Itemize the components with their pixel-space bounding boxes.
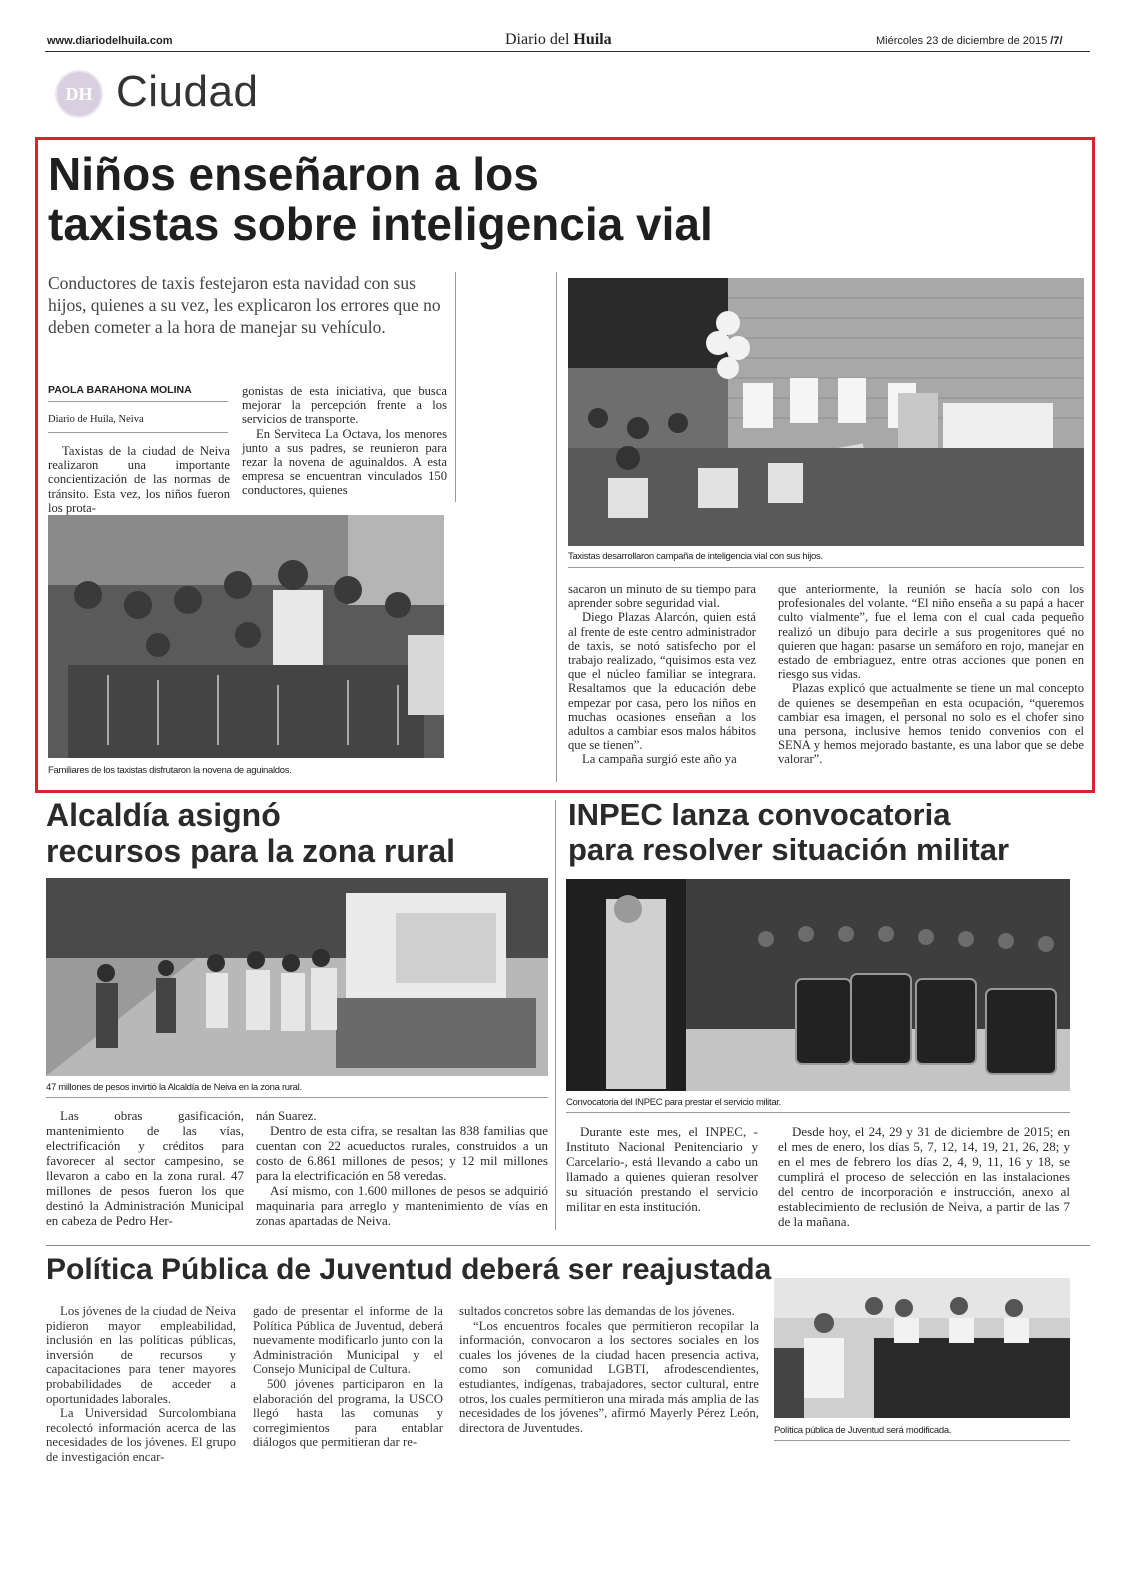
article4-col2 xyxy=(253,1304,443,1450)
article3-col1 xyxy=(566,1124,758,1214)
article1-col3-p3: La campaña surgió este año ya xyxy=(582,752,737,767)
article1-headline-line2: taxistas sobre inteligencia vial xyxy=(48,197,713,250)
masthead-prefix: Diario del xyxy=(505,31,574,48)
article4-col3-p2: “Los encuentros focales que permitieron recopilar la información, convocaron a los sectores sociales en los cuales los jóvenes de la ciudad hacen presencia activa, como son comunidad LGBTI, afrodescendientes, estudiantes, indígenas, trabajadores, sector cultural, entre otros, los cuales permitieron una mirada más amplia de las necesidades de los jóvenes”, afirmó Mayerly Pérez León, directora de Juventudes. xyxy=(459,1318,759,1435)
article2-col1-text: Las obras gasificación, mantenimiento de las vías, electrificación y créditos para favorecer al sector campesino, se llevaron a cabo en la zona rural. 47 millones de pesos fueron los que destinó la Administración Municipal en cabeza de Pedro Her- xyxy=(46,1108,244,1228)
article2-col2 xyxy=(256,1108,548,1228)
masthead-bold: Huila xyxy=(573,31,612,48)
dh-logo-icon: DH xyxy=(57,72,101,116)
column-divider xyxy=(556,272,557,782)
column-divider xyxy=(455,272,456,502)
article1-col3-p1: sacaron un minuto de su tiempo para aprender sobre seguridad vial. xyxy=(568,582,756,611)
page-number: /7/ xyxy=(1050,35,1063,47)
article2-col2-p1: Dentro de esta cifra, se resaltan las 838 familias que cuentan con 22 acueductos rurales, construidos a un costo de 6.861 millones de pesos; y 12 mil millones para la electrificación en 58 veredas. xyxy=(256,1123,548,1183)
issue-date xyxy=(876,35,1063,47)
article1-col3-p2: Diego Plazas Alarcón, quien está al frente de este centro administrador de taxis, se notó satisfecho por el trabajo realizado, “quisimos esta vez que el núcleo familiar se integrara. Resaltamos que la educación debe empezar por casa, pero los niños en muchas ocasiones enseñan a los adultos a cambiar esos malos hábitos que se tienen”. xyxy=(568,610,756,753)
site-url: www.diariodelhuila.com xyxy=(47,35,173,47)
article2-col2-p2: Así mismo, con 1.600 millones de pesos se adquirió maquinaria para arreglo y mantenimiento de vías en zonas apartadas de Neiva. xyxy=(256,1183,548,1228)
photo-taxi-event-image xyxy=(568,278,1084,546)
article4-col1-p1: Los jóvenes de la ciudad de Neiva pidieron mayor empleabilidad, inclusión en las políticas públicas, inversión de recursos y capacitaciones para tener mayores probabilidades de acceder a oportunidades laborales. xyxy=(46,1304,236,1406)
article1-headline xyxy=(48,150,713,249)
photo-road-works xyxy=(46,878,548,1076)
article1-col3 xyxy=(568,582,756,767)
article4-col1 xyxy=(46,1304,236,1465)
article3-headline xyxy=(568,798,1009,867)
article2-caption: 47 millones de pesos invirtió la Alcaldía de Neiva en la zona rural. xyxy=(46,1082,302,1093)
photo-youth-meeting-image xyxy=(774,1278,1070,1418)
caption-rule xyxy=(774,1440,1070,1441)
photo-youth-meeting xyxy=(774,1278,1070,1418)
caption-rule xyxy=(568,567,1084,568)
byline-rule xyxy=(48,432,228,433)
article1-dateline: Diario de Huila, Neiva xyxy=(48,414,144,425)
section-title: Ciudad xyxy=(116,67,259,116)
article1-headline-line1: Niños enseñaron a los xyxy=(48,148,539,200)
article4-col3-p1: sultados concretos sobre las demandas de los jóvenes. xyxy=(459,1304,735,1318)
article1-col2-p1: gonistas de esta iniciativa, que busca mejorar la percepción frente a los servicios de transporte. xyxy=(242,384,447,427)
article2-headline-line1: Alcaldía asignó xyxy=(46,797,281,833)
article1-col4-p1: que anteriormente, la reunión se hacía solo con los profesionales del volante. “El niño enseña a su papá a hacer culto vialmente”, fue el lema con el cual cada pequeño realizó un dibujo para decirle a sus progenitores qué no quieren que hagan: pasarse un semáforo en rojo, manejar en estado de embriaguez, entre otras acciones que ponen en riesgo sus vidas. xyxy=(778,582,1084,682)
photo-audience xyxy=(48,515,444,758)
article1-col1 xyxy=(48,444,230,515)
article1-byline: PAOLA BARAHONA MOLINA xyxy=(48,384,192,396)
article1-col2 xyxy=(242,384,447,498)
article2-headline xyxy=(46,798,455,870)
column-divider xyxy=(555,800,556,1230)
article4-col3 xyxy=(459,1304,759,1435)
article3-headline-line1: INPEC lanza convocatoria xyxy=(568,797,951,832)
article4-col2-p2: 500 jóvenes participaron en la elaboración del programa, la USCO llegó hasta las comunas y corregimientos para entablar diálogos que permitieran dar re- xyxy=(253,1376,443,1450)
article2-col2-p0: nán Suarez. xyxy=(256,1108,317,1123)
article3-headline-line2: para resolver situación militar xyxy=(568,831,1010,867)
article3-col2-text: Desde hoy, el 24, 29 y 31 de diciembre de 2015; en el mes de enero, los días 5, 7, 12, 14, 19, 21, 26, 28; y en el mes de febrero los días 2, 4, 9, 11, 16 y 18, se cumplirá el proceso de selección en las instalaciones del centro de incorporación e instrucción, anexo al establecimiento de reclusión de Neiva, a partir de las 7 de la mañana. xyxy=(778,1124,1070,1229)
article2-headline-line2: recursos para la zona rural xyxy=(46,832,456,869)
article1-caption-left: Familiares de los taxistas disfrutaron la novena de aguinaldos. xyxy=(48,765,292,776)
article1-col1-text: Taxistas de la ciudad de Neiva realizaron una importante concientización de las normas de tránsito. Esta vez, los niños fueron los prota- xyxy=(48,444,230,515)
article1-col4 xyxy=(778,582,1084,767)
photo-audience-image xyxy=(48,515,444,758)
article1-col2-p2: En Serviteca La Octava, los menores junto a sus padres, se reunieron para rezar la novena de aguinaldos. A esta empresa se encuentran vinculados 150 conductores, quienes xyxy=(242,426,447,498)
section-rule xyxy=(46,1245,1090,1246)
article3-caption: Convocatoria del INPEC para prestar el servicio militar. xyxy=(566,1097,781,1108)
article2-col1 xyxy=(46,1108,244,1228)
article1-col4-p2: Plazas explicó que actualmente se tiene un mal concepto de quienes se desempeñan en esta ocupación, “queremos cambiar esa imagen, el personal no solo es el chofer sino una persona, inclusive hemos tenido convenios con el SENA y hemos mejorado bastante, es una labor que se debe valorar”. xyxy=(778,681,1084,767)
photo-taxi-event xyxy=(568,278,1084,546)
article4-col2-p1: gado de presentar el informe de la Política Pública de Juventud, deberá nuevamente modificarlo junto con la Administración Municipal y el Consejo Municipal de Cultura. xyxy=(253,1304,443,1377)
photo-inpec-formation xyxy=(566,879,1070,1091)
article4-headline: Política Pública de Juventud deberá ser reajustada xyxy=(46,1253,772,1286)
masthead xyxy=(505,31,612,49)
photo-road-works-image xyxy=(46,878,548,1076)
article4-caption: Política pública de Juventud será modificada. xyxy=(774,1425,952,1436)
article4-col1-p2: La Universidad Surcolombiana recolectó información acerca de las necesidades de los jóvenes. El grupo de investigación encar- xyxy=(46,1406,236,1464)
caption-rule xyxy=(566,1112,1070,1113)
photo-inpec-formation-image xyxy=(566,879,1070,1091)
header-rule xyxy=(45,51,1090,52)
byline-rule xyxy=(48,401,228,402)
article1-lede: Conductores de taxis festejaron esta navidad con sus hijos, quienes a su vez, les explicaron los errores que no deben cometer a la hora de manejar su vehículo. xyxy=(48,273,441,337)
article1-caption-right: Taxistas desarrollaron campaña de inteligencia vial con sus hijos. xyxy=(568,551,823,562)
article3-col1-text: Durante este mes, el INPEC, -Instituto Nacional Penitenciario y Carcelario-, está llevando a cabo un llamado a quienes quieran resolver su situación prestando el servicio militar en esta institución. xyxy=(566,1124,758,1214)
caption-rule xyxy=(46,1097,548,1098)
issue-date-text: Miércoles 23 de diciembre de 2015 xyxy=(876,35,1048,47)
article3-col2 xyxy=(778,1124,1070,1229)
